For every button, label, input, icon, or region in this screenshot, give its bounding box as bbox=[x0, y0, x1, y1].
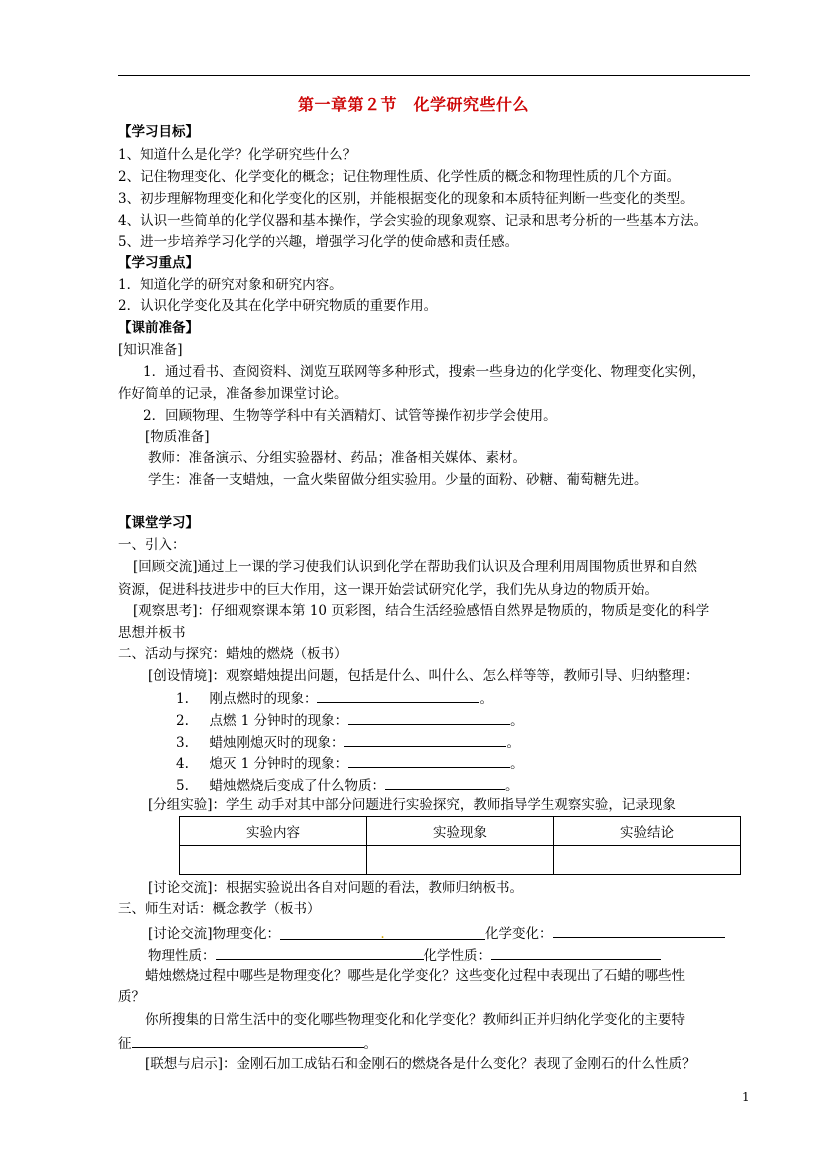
question-item: 3. 蜡烛刚熄灭时的现象： 。 bbox=[176, 735, 520, 751]
keypoint-item: 2．认识化学变化及其在化学中研究物质的重要作用。 bbox=[118, 298, 438, 314]
question-item: 1. 刚点燃时的现象： 。 bbox=[176, 691, 493, 707]
goal-item: 5、进一步培养学习化学的兴趣，增强学习化学的使命感和责任感。 bbox=[118, 234, 519, 250]
preparation-heading: 【课前准备】 bbox=[118, 320, 199, 336]
goal-item: 4、认识一些简单的化学仪器和基本操作，学会实验的现象观察、记录和思考分析的一些基本方法。 bbox=[118, 213, 708, 229]
scenario-text: [创设情境]：观察蜡烛提出问题，包括是什么、叫什么、怎么样等等，教师引导、归纳整理： bbox=[148, 668, 699, 684]
keypoint-item: 1．知道化学的研究对象和研究内容。 bbox=[118, 277, 343, 293]
physical-change-label: [讨论交流]物理变化： bbox=[148, 926, 281, 942]
section-intro: 一、引入： bbox=[118, 537, 186, 553]
knowledge-item-2: 2．回顾物理、生物等学科中有关酒精灯、试管等操作初步学会使用。 bbox=[143, 408, 557, 424]
discuss-text: [讨论交流]：根据实验说出各自对问题的看法，教师归纳板书。 bbox=[148, 880, 524, 896]
physical-property-label: 物理性质： bbox=[148, 948, 216, 964]
material-label: [物质准备] bbox=[145, 429, 210, 445]
feature-blank[interactable] bbox=[132, 1034, 364, 1048]
knowledge-label: [知识准备] bbox=[118, 342, 183, 358]
review-text: [回顾交流]通过上一课的学习使我们认识到化学在帮助我们认识及合理利用周围物质世界和自然 bbox=[133, 559, 698, 575]
chemical-property-blank[interactable] bbox=[491, 946, 661, 960]
question-item: 2. 点燃 1 分钟时的现象： 。 bbox=[176, 713, 524, 729]
concept-line-1 bbox=[148, 924, 725, 942]
answer-blank[interactable] bbox=[317, 689, 479, 703]
goal-item: 3、初步理解物理变化和化学变化的区别，并能根据变化的现象和本质特征判断一些变化的类型。 bbox=[118, 191, 694, 207]
concept-line-2 bbox=[148, 946, 661, 964]
chemical-change-blank[interactable] bbox=[553, 924, 725, 938]
question-number: 2. bbox=[176, 713, 189, 729]
table-header-cell: 实验结论 bbox=[554, 817, 741, 846]
chemical-property-label: 化学性质： bbox=[423, 948, 491, 964]
keypoints-heading: 【学习重点】 bbox=[118, 255, 199, 271]
page-title: 第一章第２节 化学研究些什么 bbox=[297, 95, 529, 114]
table-cell[interactable] bbox=[554, 846, 741, 875]
answer-blank[interactable] bbox=[348, 754, 510, 768]
answer-blank[interactable] bbox=[344, 733, 506, 747]
section-dialogue: 三、师生对话：概念教学（板书） bbox=[118, 901, 321, 917]
table-cell[interactable] bbox=[180, 846, 367, 875]
student-prep: 学生：准备一支蜡烛，一盒火柴留做分组实验用。少量的面粉、砂糖、葡萄糖先进。 bbox=[148, 472, 648, 488]
question-text: 熄灭 1 分钟时的现象： bbox=[209, 756, 349, 772]
question-text: 点燃 1 分钟时的现象： bbox=[209, 713, 349, 729]
review-text-cont: 资源，促进科技进步中的巨大作用，这一课开始尝试研究化学，我们先从身边的物质开始。 bbox=[118, 582, 658, 598]
question-number: 1. bbox=[176, 691, 189, 707]
question-number: 4. bbox=[176, 756, 189, 772]
physical-property-blank[interactable] bbox=[216, 946, 424, 960]
chemical-change-label: 化学变化： bbox=[485, 926, 553, 942]
group-experiment-text: [分组实验]：学生 动手对其中部分问题进行实验探究，教师指导学生观察实验，记录现象 bbox=[148, 797, 676, 813]
table-header-cell: 实验内容 bbox=[180, 817, 367, 846]
observe-text: [观察思考]：仔细观察课本第 10 页彩图，结合生活经验感悟自然界是物质的，物质是变化的科学 bbox=[133, 603, 710, 619]
candle-question: 蜡烛燃烧过程中哪些是物理变化？哪些是化学变化？这些变化过程中表现出了石蜡的哪些性 bbox=[145, 968, 685, 984]
question-item: 5. 蜡烛燃烧后变成了什么物质： 。 bbox=[176, 778, 519, 794]
question-text: 蜡烛燃烧后变成了什么物质： bbox=[209, 778, 385, 794]
experiment-table bbox=[179, 816, 741, 875]
table-cell[interactable] bbox=[367, 846, 554, 875]
observe-text-cont: 思想并板书 bbox=[118, 625, 186, 641]
physical-change-blank[interactable]: . bbox=[280, 926, 485, 940]
section-activity: 二、活动与探究：蜡烛的燃烧（板书） bbox=[118, 646, 348, 662]
classroom-heading: 【课堂学习】 bbox=[118, 515, 199, 531]
goal-item: 1、知道什么是化学？化学研究些什么？ bbox=[118, 147, 357, 163]
knowledge-item-1: 1．通过看书、查阅资料、浏览互联网等多种形式，搜索一些身边的化学变化、物理变化实例， bbox=[143, 364, 706, 380]
question-item: 4. 熄灭 1 分钟时的现象： 。 bbox=[176, 756, 524, 772]
candle-question-cont: 质？ bbox=[118, 989, 145, 1005]
question-number: 5. bbox=[176, 778, 189, 794]
knowledge-item-1-cont: 作好简单的记录，准备参加课堂讨论。 bbox=[118, 386, 348, 402]
goal-item: 2、记住物理变化、化学变化的概念；记住物理性质、化学性质的概念和物理性质的几个方面。 bbox=[118, 169, 681, 185]
question-text: 蜡烛刚熄灭时的现象： bbox=[209, 735, 345, 751]
table-header-cell: 实验现象 bbox=[367, 817, 554, 846]
daily-change-question: 你所搜集的日常生活中的变化哪些物理变化和化学变化？教师纠正并归纳化学变化的主要特 bbox=[145, 1012, 685, 1028]
header-rule bbox=[118, 75, 750, 76]
goals-heading: 【学习目标】 bbox=[118, 124, 199, 140]
question-number: 3. bbox=[176, 735, 189, 751]
daily-change-question-cont: 征 。 bbox=[118, 1036, 377, 1052]
page-number: 1 bbox=[742, 1090, 750, 1104]
question-text: 刚点燃时的现象： bbox=[209, 691, 318, 707]
table-row bbox=[180, 846, 741, 875]
answer-blank[interactable] bbox=[348, 711, 510, 725]
teacher-prep: 教师：准备演示、分组实验器材、药品；准备相关媒体、素材。 bbox=[148, 450, 526, 466]
association-text: [联想与启示]：金刚石加工成钻石和金刚石的燃烧各是什么变化？表现了金刚石的什么性质？ bbox=[145, 1056, 696, 1072]
answer-blank[interactable] bbox=[385, 776, 505, 790]
table-header-row bbox=[180, 817, 741, 846]
